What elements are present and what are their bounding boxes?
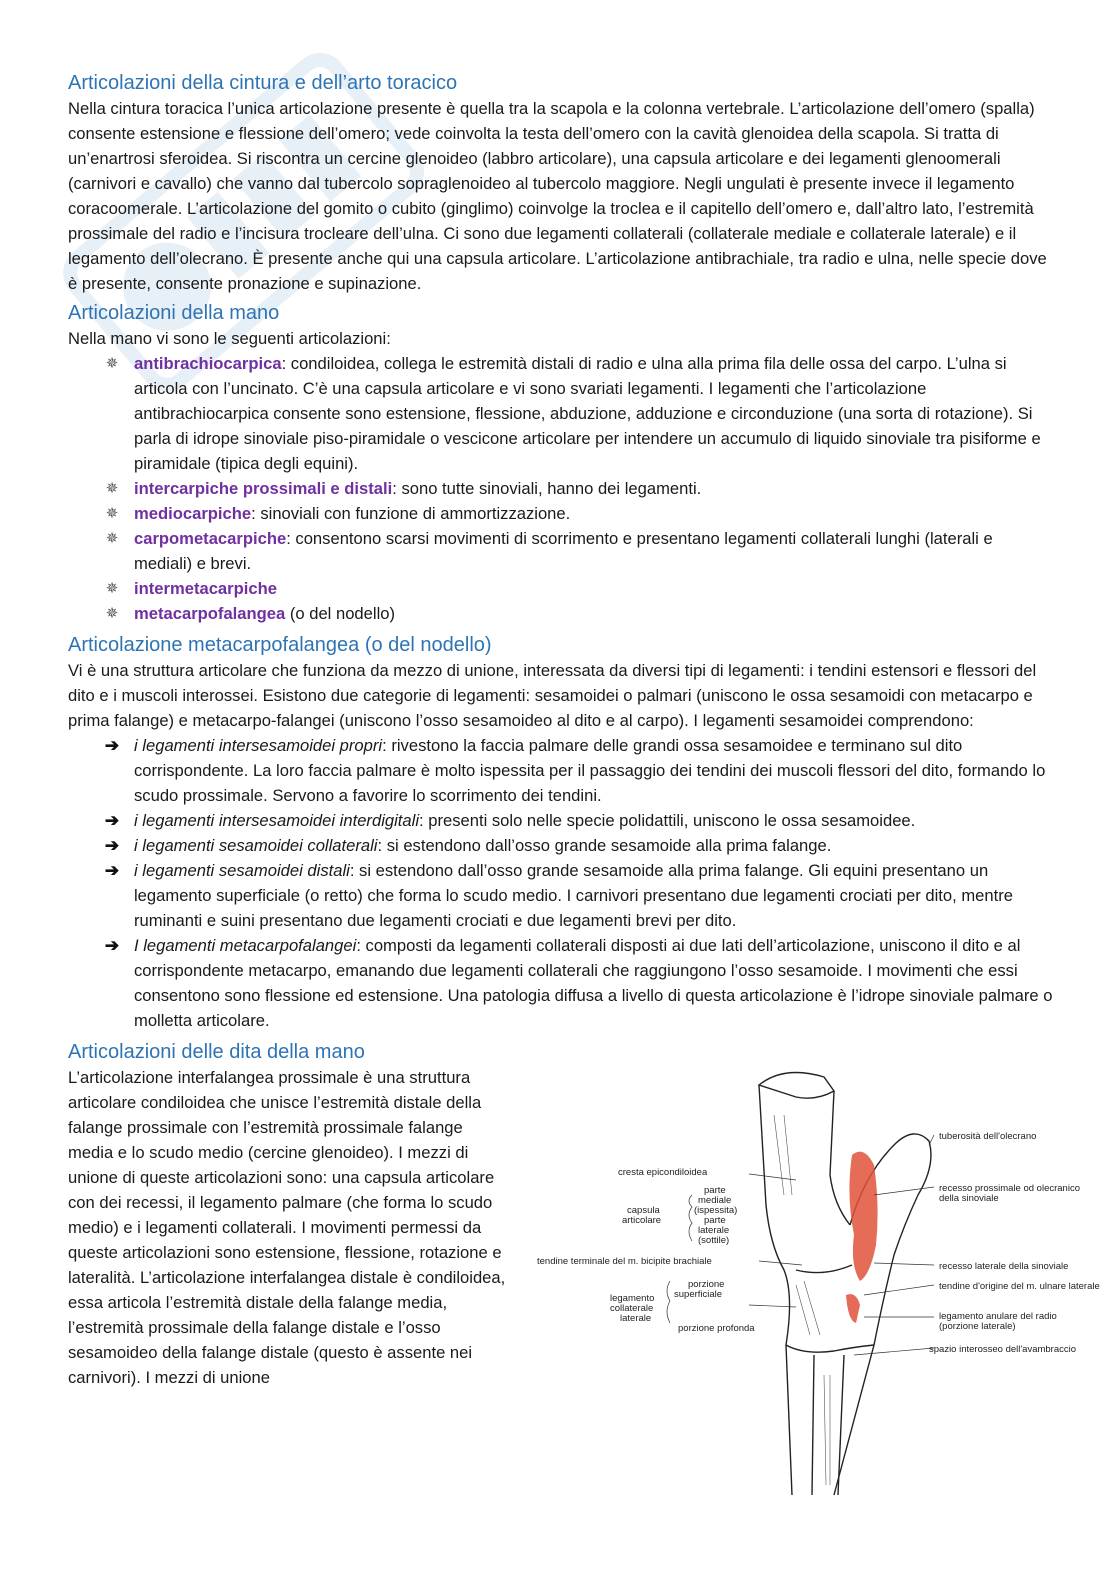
label-articolare: articolare [622,1215,662,1226]
document-body [68,70,1100,1485]
label-tendine-bicipite: tendine terminale del m. bicipite brachiale [537,1256,712,1267]
list-mano [68,351,1053,626]
list-item: ✵ intercarpiche prossimali e distali: sono tutte sinoviali, hanno dei legamenti. [68,476,1053,501]
arrow-bullet-icon: ➔ [104,861,120,880]
list-item: ✵ mediocarpiche: sinoviali con funzione di ammortizzazione. [68,501,1053,526]
label-parte1: parte [704,1185,726,1196]
list-item: ✵ intermetacarpiche [68,576,1053,601]
list-item: ➔ i legamenti sesamoidei distali: si estendono dall’osso grande sesamoide alla prima falange. Gli equini presentano un legamento superficiale (o retto) che forma lo scudo medio. I carnivori presentano due legamenti crociati per dito, mentre ruminanti e suini presentano due legamenti crociati e due legamenti brevi per dito. [68,858,1053,933]
label-laterale: laterale [698,1225,730,1236]
label-superficiale: superficiale [674,1289,723,1300]
arrow-bullet-icon: ➔ [104,736,120,755]
label-spazio-interosseo: spazio interosseo dell'avambraccio [929,1344,1077,1355]
section-intro-mano: Nella mano vi sono le seguenti articolazioni: [68,329,391,348]
elbow-anatomy-figure [534,1055,1116,1525]
list-nodello [68,733,1053,1033]
label-legamento: legamento [610,1293,655,1304]
star-bullet-icon: ✵ [105,530,119,547]
section-title-dita: Articolazioni delle dita della mano [68,1041,365,1063]
label-tuberosita: tuberosità dell'olecrano [939,1131,1037,1142]
shading-lines [774,1115,830,1485]
star-bullet-icon: ✵ [105,505,119,522]
list-item: ✵ antibrachiocarpica: condiloidea, collega le estremità distali di radio e ulna alla prima fila delle ossa del carpo. L’ulna si articola con l’uncinato. C’è una capsula articolare e vi sono svariati legamenti. I legamenti che l’articolazione antibrachiocarpica consente sono estensione, flessione, abduzione, adduzione e circonduzione (una sorta di rotazione). Si parla di idrope sinoviale piso-piramidale o vescicone articolare per intendere un accumulo di liquido sinoviale tra pisiforme e piramidale (tipica degli equini). [68,351,1053,476]
label-recesso-prossimale: recesso prossimale od olecranico [939,1183,1080,1194]
section-intro-nodello: Vi è una struttura articolare che funziona da mezzo di unione, interessata da diversi tipi di legamenti: i tendini estensori e flessori del dito e i muscoli interossei. Esistono due categorie di legamenti: sesamoidei o palmari (uniscono le ossa sesamoidi con metacarpo e prima falange) e metacarpo-falangei (uniscono l’osso sesamoideo al dito e al carpo). I legamenti sesamoidei comprendono: [68,661,1037,730]
star-bullet-icon: ✵ [105,605,119,622]
section-title-nodello: Articolazione metacarpofalangea (o del nodello) [68,634,492,656]
two-column-block [68,1065,1100,1485]
bone-drawing [759,1073,931,1496]
arrow-bullet-icon: ➔ [104,936,120,955]
star-bullet-icon: ✵ [105,355,119,372]
label-legamento-anulare-2: (porzione laterale) [939,1321,1016,1332]
label-parte2: parte [704,1215,726,1226]
label-cresta: cresta epicondiloidea [618,1167,708,1178]
section-title-cintura: Articolazioni della cintura e dell’arto toracico [68,72,458,94]
list-item: ➔ i legamenti sesamoidei collaterali: si estendono dall’osso grande sesamoide alla prima falange. [68,833,1053,858]
arrow-bullet-icon: ➔ [104,836,120,855]
label-tendine-ulnare: tendine d'origine del m. ulnare laterale [939,1281,1100,1292]
label-legamento-anulare: legamento anulare del radio [939,1311,1057,1322]
label-recesso-laterale: recesso laterale della sinoviale [939,1261,1069,1272]
label-profonda: porzione profonda [678,1323,755,1334]
list-item: ➔ i legamenti intersesamoidei propri: rivestono la faccia palmare delle grandi ossa sesamoidee e terminano sul dito corrispondente. La loro faccia palmare è molto ispessita per il passaggio dei tendini dei muscoli flessori del dito, formando lo scudo prossimale. Servono a favorire lo scorrimento dei tendini. [68,733,1053,808]
star-bullet-icon: ✵ [105,580,119,597]
star-bullet-icon: ✵ [105,480,119,497]
section-title-mano: Articolazioni della mano [68,302,280,324]
arrow-bullet-icon: ➔ [104,811,120,830]
label-laterale2: laterale [620,1313,652,1324]
section-text-cintura: Nella cintura toracica l’unica articolazione presente è quella tra la scapola e la colonna vertebrale. L’articolazione dell’omero (spalla) consente estensione e flessione dell’omero; vede coinvolta la testa dell’omero con la cavità glenoidea della scapola. Si tratta di un’enartrosi sferoidea. Si riscontra un cercine glenoideo (labbro articolare), una capsula articolare e dei legamenti glenoomerali (carnivori e cavallo) che vanno dal tubercolo sopraglenoideo al tubercolo maggiore. Negli ungulati è presente invece il legamento coracoomerale. L’articolazione del gomito o cubito (ginglimo) coinvolge la troclea e il capitello dell’omero e, dall’altro lato, l’estremità prossimale del radio e l’incisura trocleare dell’ulna. Ci sono due legamenti collaterali (collaterale mediale e collaterale laterale) e il legamento dell’olecrano. È presente anche qui una capsula articolare. L’articolazione antibrachiale, tra radio e ulna, nelle specie dove è presente, consente pronazione e supinazione. [68,99,1047,293]
label-mediale: mediale [698,1195,732,1206]
label-sottile: (sottile) [698,1235,730,1246]
label-capsula: capsula [627,1205,660,1216]
list-item: ✵ metacarpofalangea (o del nodello) [68,601,1053,626]
label-collaterale: collaterale [610,1303,654,1314]
label-porzione: porzione [688,1279,725,1290]
left-column [68,1065,508,1390]
label-recesso-prossimale-2: della sinoviale [939,1193,999,1204]
label-ispessita: (ispessita) [694,1205,738,1216]
list-item: ✵ carpometacarpiche: consentono scarsi movimenti di scorrimento e presentano legamenti collaterali lunghi (laterali e mediali) e brevi. [68,526,1053,576]
list-item: ➔ I legamenti metacarpofalangei: composti da legamenti collaterali disposti ai due lati dell’articolazione, uniscono il dito e al corrispondente metacarpo, emanando due legamenti collaterali che raggiungono l’osso sesamoide. I movimenti che essi consentono sono flessione ed estensione. Una patologia diffusa a livello di questa articolazione è l’idrope sinoviale palmare o molletta articolare. [68,933,1053,1033]
section-text-dita: L’articolazione interfalangea prossimale è una struttura articolare condiloidea che unisce l’estremità distale della falange prossimale con l’estremità prossimale falange media e lo scudo medio (cercine glenoideo). I mezzi di unione di queste articolazioni sono: una capsula articolare con dei recessi, il legamento palmare (che forma lo scudo medio) e i legamenti collaterali. I movimenti permessi da queste articolazioni sono estensione, flessione, rotazione e lateralità. L’articolazione interfalangea distale è condiloidea, essa articola l’estremità distale della falange media, l’estremità prossimale della falange distale e l’osso sesamoideo della falange distale (questo è assente nei carnivori). I mezzi di unione [68,1068,506,1387]
synovial-recess [846,1152,878,1323]
list-item: ➔ i legamenti intersesamoidei interdigitali: presenti solo nelle specie polidattili, uniscono le ossa sesamoidee. [68,808,1053,833]
